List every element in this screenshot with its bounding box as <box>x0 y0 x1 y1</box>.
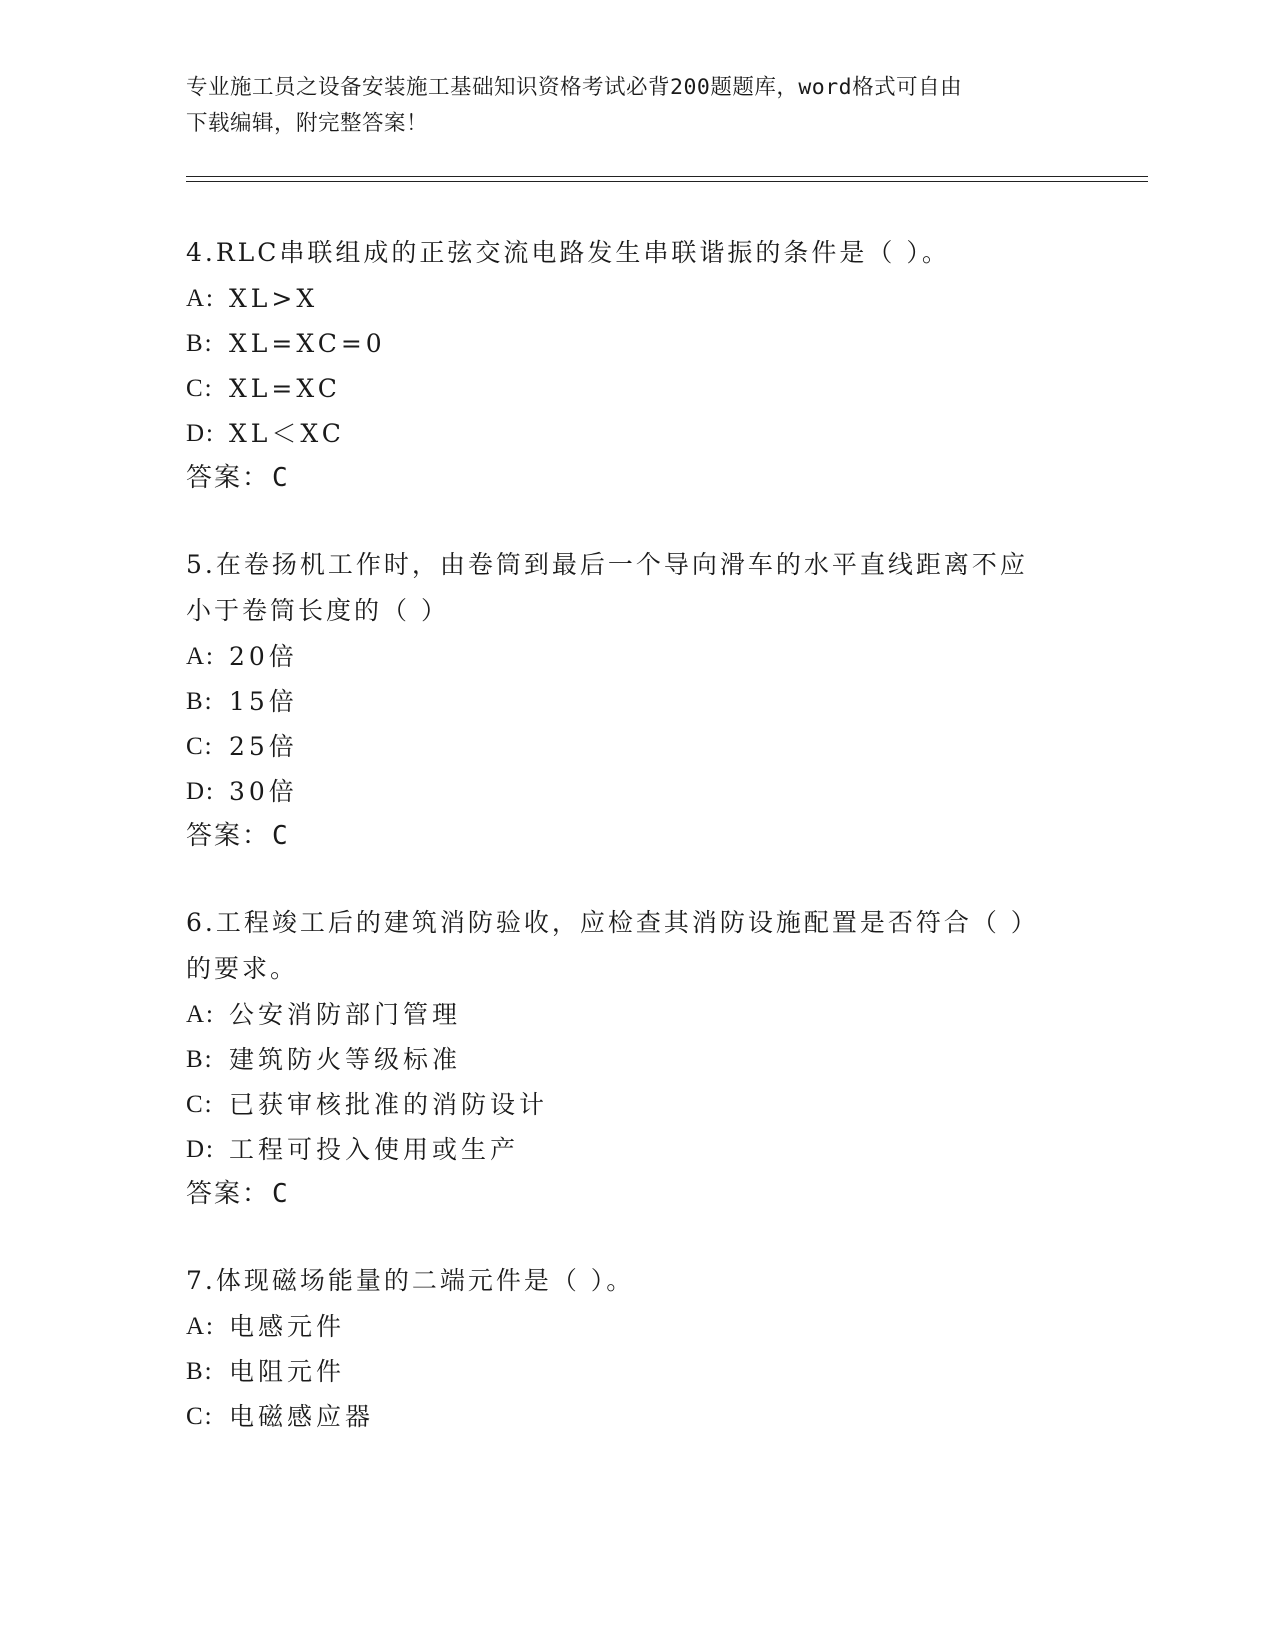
question-stem: 4.RLC串联组成的正弦交流电路发生串联谐振的条件是（ ）。 <box>186 238 950 267</box>
question-stem-line-1: 5.在卷扬机工作时，由卷筒到最后一个导向滑车的水平直线距离不应 <box>186 550 1028 579</box>
option-text: 已获审核批准的消防设计 <box>229 1090 549 1119</box>
option-text: 20倍 <box>229 642 298 671</box>
option-text: 电磁感应器 <box>229 1402 375 1431</box>
question-stem-line-1: 6.工程竣工后的建筑消防验收，应检查其消防设施配置是否符合（ ） <box>186 908 1039 937</box>
option-key: A: <box>186 1313 215 1340</box>
option-a <box>186 276 1086 321</box>
answer-label: 答案： <box>186 821 271 851</box>
option-key: C: <box>186 375 214 402</box>
option-text: 工程可投入使用或生产 <box>229 1135 520 1164</box>
option-d <box>186 411 1086 456</box>
answer-value: C <box>272 1179 289 1209</box>
answer-line <box>186 814 1086 858</box>
option-text: XL=XC=0 <box>229 329 386 358</box>
option-key: A: <box>186 1001 215 1028</box>
option-key: B: <box>186 1358 214 1385</box>
option-text: 建筑防火等级标准 <box>229 1045 462 1074</box>
option-c <box>186 366 1086 411</box>
option-key: B: <box>186 688 214 715</box>
option-b <box>186 1349 1086 1394</box>
option-text: 电感元件 <box>229 1312 346 1341</box>
answer-label: 答案： <box>186 1179 271 1209</box>
option-key: A: <box>186 643 215 670</box>
option-a <box>186 634 1086 679</box>
question-7 <box>186 1258 1086 1439</box>
option-text: XL>X <box>229 284 319 313</box>
header-line-1: 专业施工员之设备安装施工基础知识资格考试必背200题题库，word格式可自由 <box>186 75 963 100</box>
option-key: C: <box>186 1403 214 1430</box>
option-key: C: <box>186 1091 214 1118</box>
answer-value: C <box>272 463 289 493</box>
question-stem-line-2: 小于卷筒长度的（ ） <box>186 596 449 625</box>
header-divider-bottom <box>186 181 1148 182</box>
option-text: 25倍 <box>229 732 298 761</box>
option-b <box>186 1037 1086 1082</box>
option-text: 15倍 <box>229 687 298 716</box>
option-key: A: <box>186 285 215 312</box>
answer-value: C <box>272 821 289 851</box>
option-key: C: <box>186 733 214 760</box>
question-list <box>186 230 1086 1481</box>
question-4 <box>186 230 1086 500</box>
answer-label: 答案： <box>186 463 271 493</box>
option-d <box>186 769 1086 814</box>
option-key: D: <box>186 1136 215 1163</box>
option-c <box>186 1394 1086 1439</box>
document-header <box>186 70 1086 142</box>
option-c <box>186 724 1086 769</box>
option-text: 30倍 <box>229 777 298 806</box>
option-key: B: <box>186 330 214 357</box>
option-a <box>186 992 1086 1037</box>
option-b <box>186 679 1086 724</box>
answer-line <box>186 456 1086 500</box>
answer-line <box>186 1172 1086 1216</box>
option-c <box>186 1082 1086 1127</box>
header-divider-top <box>186 176 1148 177</box>
question-5 <box>186 542 1086 858</box>
option-text: XL=XC <box>229 374 341 403</box>
option-key: B: <box>186 1046 214 1073</box>
option-d <box>186 1127 1086 1172</box>
question-6 <box>186 900 1086 1216</box>
option-text: XL＜XC <box>229 419 345 448</box>
question-stem: 7.体现磁场能量的二端元件是（ ）。 <box>186 1266 635 1295</box>
option-b <box>186 321 1086 366</box>
option-key: D: <box>186 778 215 805</box>
option-a <box>186 1304 1086 1349</box>
header-line-2: 下载编辑，附完整答案！ <box>186 111 429 136</box>
question-stem-line-2: 的要求。 <box>186 954 299 983</box>
option-key: D: <box>186 420 215 447</box>
option-text: 电阻元件 <box>229 1357 346 1386</box>
option-text: 公安消防部门管理 <box>229 1000 462 1029</box>
